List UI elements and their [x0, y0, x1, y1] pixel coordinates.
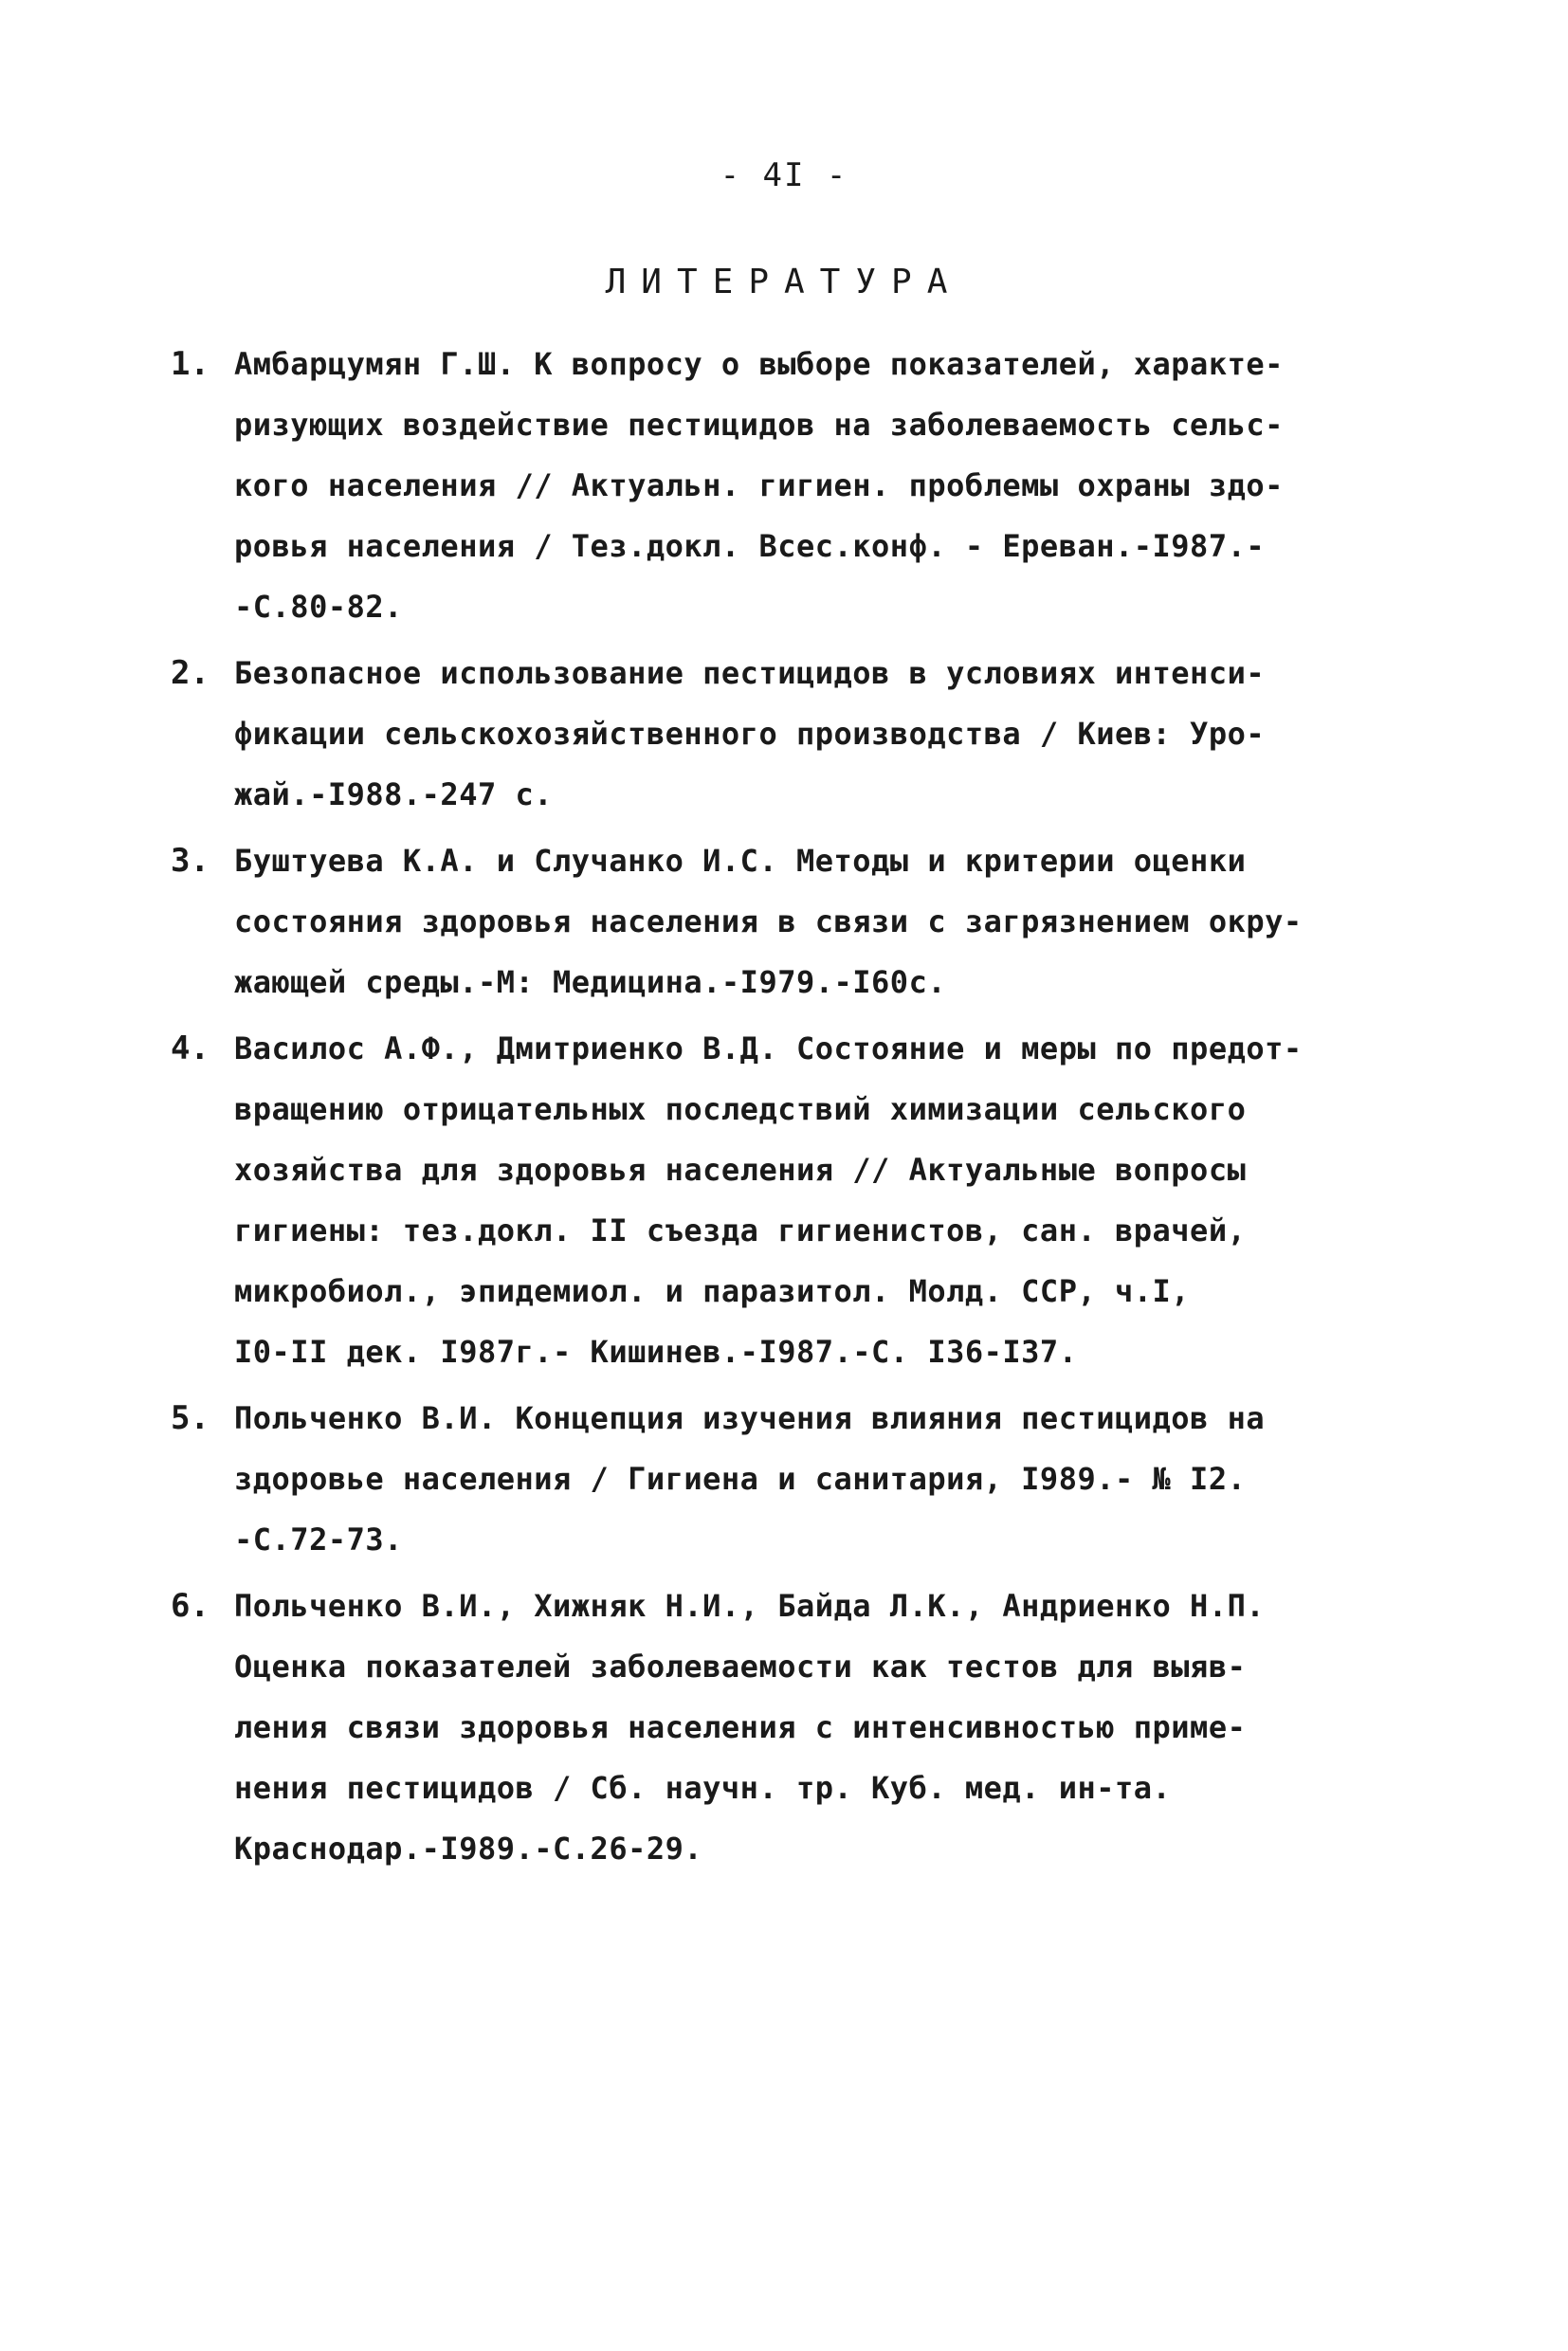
reference-line: кого населения // Актуальн. гигиен. проблемы охраны здо-	[234, 467, 1284, 503]
reference-line: фикации сельскохозяйственного производства / Киев: Уро-	[234, 716, 1266, 752]
reference-line: ровья населения / Тез.докл. Всес.конф. - Ереван.-I987.-	[234, 528, 1266, 564]
reference-line: -С.80-82.	[234, 589, 403, 625]
reference-number: 6.	[171, 1587, 210, 1625]
reference-4	[171, 1018, 1308, 1382]
reference-number: 5.	[171, 1399, 210, 1437]
reference-number: 2.	[171, 654, 210, 692]
page-title: ЛИТЕРАТУРА	[605, 263, 963, 301]
reference-line: Буштуева К.А. и Случанко И.С. Методы и критерии оценки	[234, 843, 1247, 879]
reference-line: Василос А.Ф., Дмитриенко В.Д. Состояние и меры по предот-	[234, 1030, 1303, 1066]
reference-line: состояния здоровья населения в связи с загрязнением окру-	[234, 903, 1303, 939]
reference-line: ризующих воздействие пестицидов на заболеваемость сельс-	[234, 407, 1284, 443]
reference-3	[171, 830, 1308, 1012]
reference-2	[171, 643, 1308, 825]
reference-6	[171, 1576, 1308, 1879]
reference-line: Польченко В.И., Хижняк Н.И., Байда Л.К., Андриенко Н.П.	[234, 1588, 1266, 1624]
reference-line: жающей среды.-М: Медицина.-I979.-I60с.	[234, 964, 947, 1000]
reference-line: вращению отрицательных последствий химизации сельского	[234, 1091, 1247, 1127]
reference-line: хозяйства для здоровья населения // Актуальные вопросы	[234, 1152, 1247, 1188]
reference-number: 3.	[171, 842, 210, 880]
reference-line: Оценка показателей заболеваемости как тестов для выяв-	[234, 1649, 1247, 1685]
reference-number: 4.	[171, 1030, 210, 1067]
reference-line: Краснодар.-I989.-С.26-29.	[234, 1831, 703, 1867]
reference-line: жай.-I988.-247 с.	[234, 776, 554, 812]
reference-1	[171, 334, 1308, 637]
reference-line: нения пестицидов / Сб. научн. тр. Куб. мед. ин-та.	[234, 1770, 1172, 1806]
reference-5	[171, 1388, 1308, 1570]
reference-line: -С.72-73.	[234, 1522, 403, 1558]
reference-line: Безопасное использование пестицидов в условиях интенси-	[234, 655, 1266, 691]
reference-line: ления связи здоровья населения с интенсивностью приме-	[234, 1709, 1247, 1745]
bibliography-list	[171, 334, 1308, 1885]
reference-line: микробиол., эпидемиол. и паразитол. Молд. ССР, ч.I,	[234, 1273, 1191, 1309]
reference-line: здоровье населения / Гигиена и санитария, I989.- № I2.	[234, 1461, 1247, 1497]
reference-line: Амбарцумян Г.Ш. К вопросу о выборе показателей, характе-	[234, 346, 1284, 382]
reference-number: 1.	[171, 345, 210, 383]
reference-line: Польченко В.И. Концепция изучения влияния пестицидов на	[234, 1400, 1266, 1436]
page-number: - 4I -	[720, 156, 848, 194]
reference-line: I0-II дек. I987г.- Кишинев.-I987.-С. I36-I37.	[234, 1334, 1078, 1370]
reference-line: гигиены: тез.докл. II съезда гигиенистов, сан. врачей,	[234, 1212, 1247, 1248]
